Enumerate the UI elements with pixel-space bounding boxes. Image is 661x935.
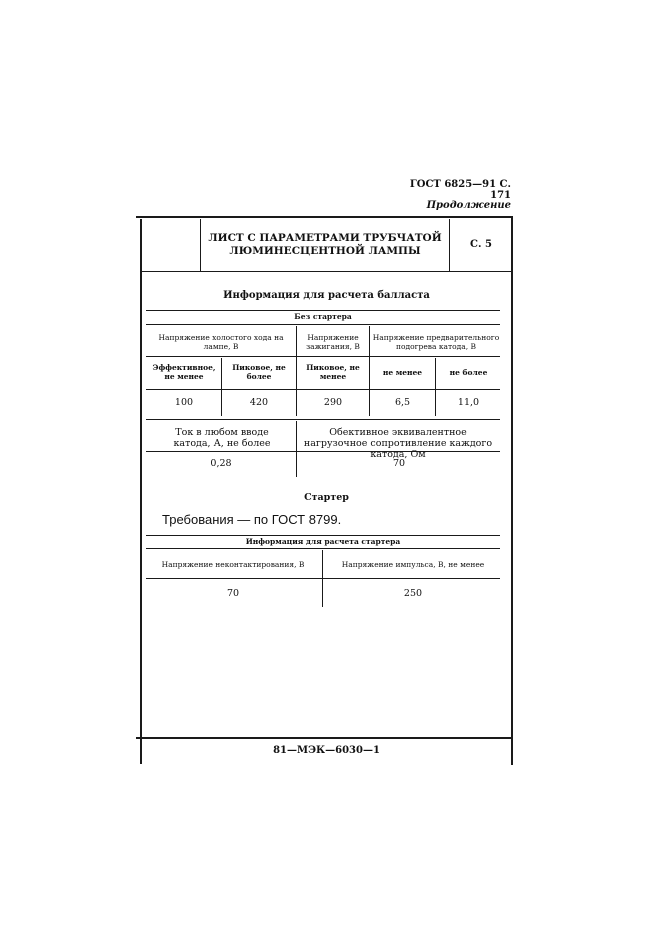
footer-code: 81—МЭК—6030—1: [273, 745, 380, 756]
value-nonconduct-voltage: 70: [226, 588, 240, 599]
sheet-title-line2: ЛЮМИНЕСЦЕНТНОЙ ЛАМПЫ: [229, 245, 421, 257]
col-pulse-voltage: Напряжение импульса, В, не менее: [341, 560, 485, 569]
value-peak-max: 420: [249, 397, 269, 408]
col-cathode-resistance: Обективное эквивалентное нагрузочное сопротивление каждого катода, Ом: [303, 427, 493, 460]
sheet-title: [205, 232, 445, 258]
gost-reference: ГОСТ 6825—91 С. 171: [409, 179, 511, 201]
value-preheat-min: 6,5: [394, 397, 411, 408]
sub-min: не менее: [382, 368, 423, 377]
col-cathode-current: Ток в любом вводе катода, А, не более: [173, 427, 271, 449]
col-open-circuit-voltage: Напряжение холостого хода на лампе, В: [158, 333, 284, 351]
value-cathode-resistance: 70: [392, 458, 406, 469]
starter-heading: Стартер: [304, 492, 349, 503]
no-starter-label: Без стартера: [294, 312, 352, 321]
sub-max: не более: [449, 368, 488, 377]
ballast-heading: Информация для расчета балласта: [223, 290, 430, 301]
starter-requirements: Требования — по ГОСТ 8799.: [162, 512, 342, 527]
value-preheat-max: 11,0: [457, 397, 480, 408]
sheet-page-ref: С. 5: [470, 239, 492, 250]
sub-peak-max: Пиковое, не более: [232, 363, 286, 381]
value-cathode-current: 0,28: [210, 458, 232, 469]
col-nonconduct-voltage: Напряжение неконтактирования, В: [161, 560, 305, 569]
value-pulse-voltage: 250: [403, 588, 423, 599]
sub-peak-min: Пиковое, не менее: [306, 363, 360, 381]
value-effective: 100: [174, 397, 194, 408]
col-preheat-voltage: Напряжение предварительного подогрева катода, В: [372, 333, 500, 351]
col-ignition-voltage: Напряжение зажигания, В: [306, 333, 360, 351]
value-peak-min: 290: [323, 397, 343, 408]
starter-table-title: Информация для расчета стартера: [245, 537, 401, 546]
sheet-title-line1: ЛИСТ С ПАРАМЕТРАМИ ТРУБЧАТОЙ: [208, 232, 442, 244]
sub-effective: Эффективное, не менее: [152, 363, 216, 381]
continuation-label: Продолжение: [426, 200, 511, 211]
